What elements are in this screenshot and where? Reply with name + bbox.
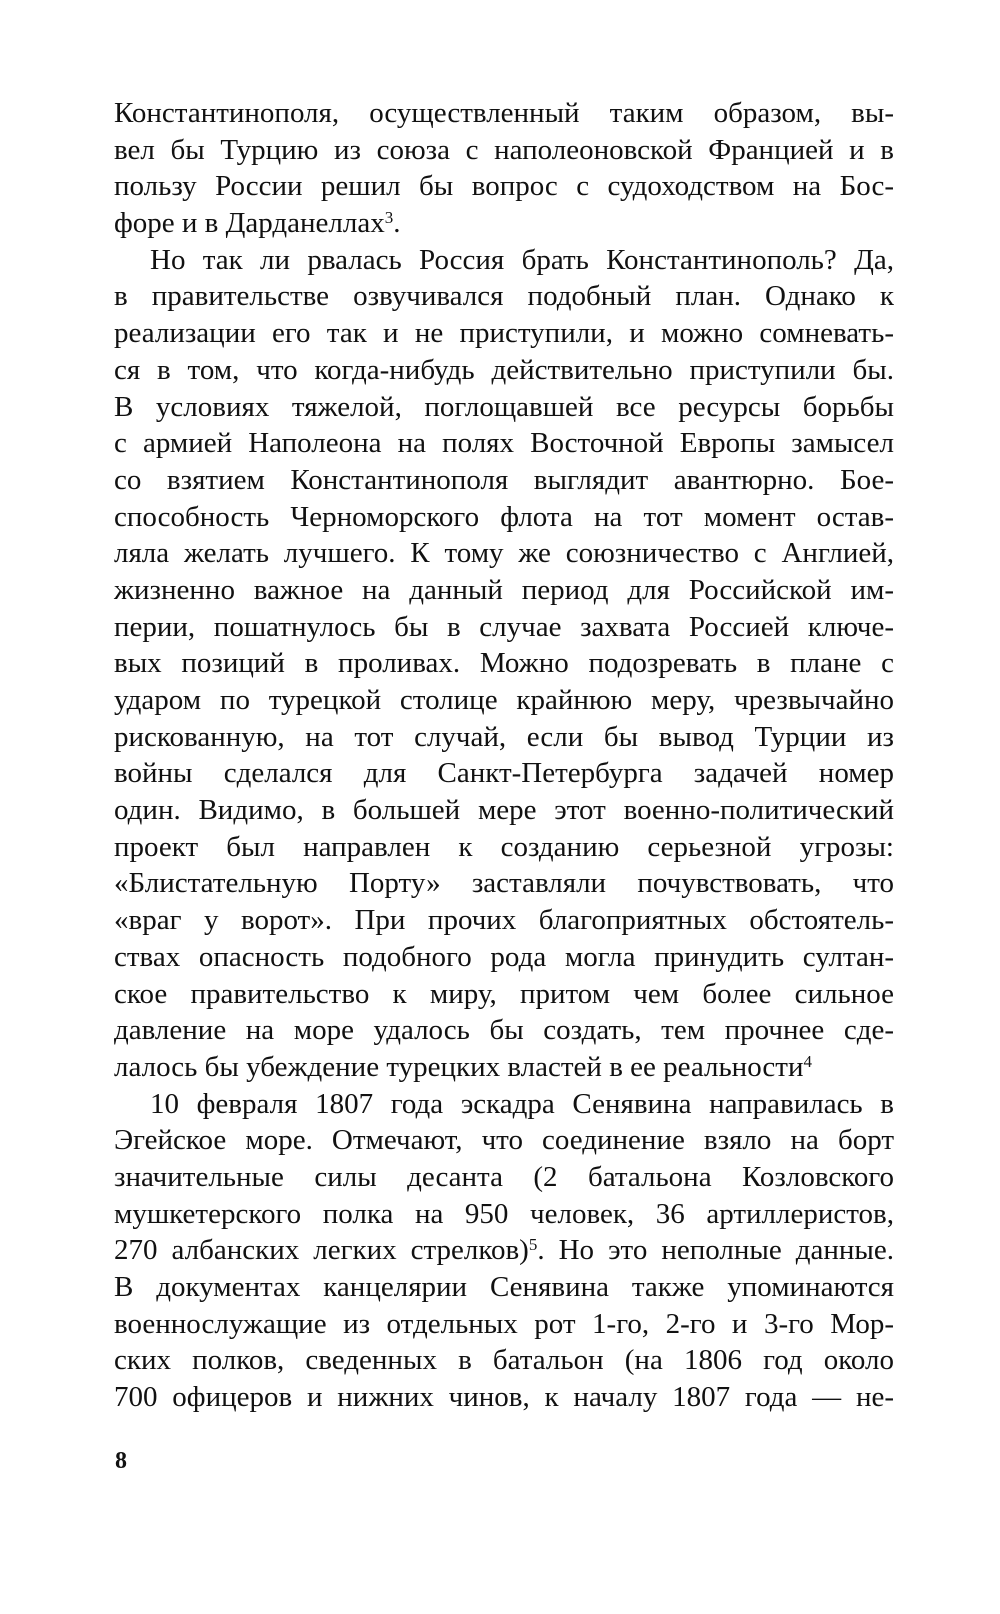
footnote-marker: 4 <box>803 1051 812 1071</box>
text-line <box>114 205 894 242</box>
text-line: ударом по турецкой столице крайнюю меру, чрезвычайно <box>114 684 894 716</box>
text-line: 10 февраля 1807 года эскадра Сенявина направилась в <box>150 1087 894 1120</box>
footnote-marker: 3 <box>384 208 394 228</box>
page-number: 8 <box>115 1448 127 1474</box>
text-line: способность Черноморского флота на тот момент остав- <box>114 500 894 533</box>
text-line: реализации его так и не приступили, и можно сомневать- <box>114 317 894 350</box>
text-line: вых позиций в проливах. Можно подозревать в плане с <box>114 647 894 680</box>
text-segment: . Но это неполные данные. <box>537 1234 895 1267</box>
text-line: с армией Наполеона на полях Восточной Европы замысел <box>114 427 894 460</box>
text-line: вел бы Турцию из союза с наполеоновской Францией и в <box>114 133 894 166</box>
text-line: ляла желать лучшего. К тому же союзничество с Англией, <box>114 537 894 570</box>
text-line: В условиях тяжелой, поглощавшей все ресурсы борьбы <box>114 390 894 423</box>
body-text <box>114 95 894 1416</box>
text-line: войны сделался для Санкт-Петербурга задачей номер <box>114 757 894 790</box>
text-line: ся в том, что когда-нибудь действительно приступили бы. <box>114 353 894 386</box>
text-line: рискованную, на тот случай, если бы вывод Турции из <box>114 720 894 753</box>
text-line: «Блистательную Порту» заставляли почувствовать, что <box>114 867 894 900</box>
text-line: военнослужащие из отдельных рот 1-го, 2-го и 3-го Мор- <box>114 1307 894 1340</box>
text-line: 700 офицеров и нижних чинов, к началу 1807 года — не- <box>114 1381 894 1414</box>
text-line: перии, пошатнулось бы в случае захвата Россией ключе- <box>114 610 894 643</box>
text-line: ствах опасность подобного рода могла принудить султан- <box>114 940 894 973</box>
text-line: проект был направлен к созданию серьезной угрозы: <box>114 830 894 863</box>
text-segment: форе и в Дарданеллах <box>114 207 385 240</box>
text-line: В документах канцелярии Сенявина также упоминаются <box>114 1271 894 1303</box>
text-line: пользу России решил бы вопрос с судоходством на Бос- <box>114 170 894 203</box>
text-line: значительные силы десанта (2 батальона Козловского <box>114 1160 894 1193</box>
text-line: «враг у ворот». При прочих благоприятных обстоятель- <box>114 904 894 937</box>
text-segment: лалось бы убеждение турецких властей в ее реальности <box>114 1050 804 1083</box>
text-line: со взятием Константинополя выглядит авантюрно. Бое- <box>114 463 894 496</box>
text-line: Но так ли рвалась Россия брать Константинополь? Да, <box>150 243 894 276</box>
text-line <box>114 1049 894 1086</box>
text-line: ское правительство к миру, притом чем более сильное <box>114 977 894 1010</box>
text-line: Константинополя, осуществленный таким образом, вы- <box>114 97 894 129</box>
text-line <box>114 1232 894 1269</box>
footnote-marker: 5 <box>528 1235 538 1255</box>
text-line: давление на море удалось бы создать, тем прочнее сде- <box>114 1014 894 1047</box>
text-line: Эгейское море. Отмечают, что соединение взяло на борт <box>114 1124 894 1157</box>
text-line: ских полков, сведенных в батальон (на 1806 год около <box>114 1344 894 1377</box>
text-line: один. Видимо, в большей мере этот военно-политический <box>114 794 894 827</box>
text-segment: 270 албанских легких стрелков) <box>114 1234 529 1267</box>
text-line: в правительстве озвучивался подобный план. Однако к <box>114 280 894 313</box>
text-segment: . <box>393 207 401 240</box>
text-line: жизненно важное на данный период для Российской им- <box>114 573 894 606</box>
text-line: мушкетерского полка на 950 человек, 36 артиллеристов, <box>114 1197 894 1230</box>
